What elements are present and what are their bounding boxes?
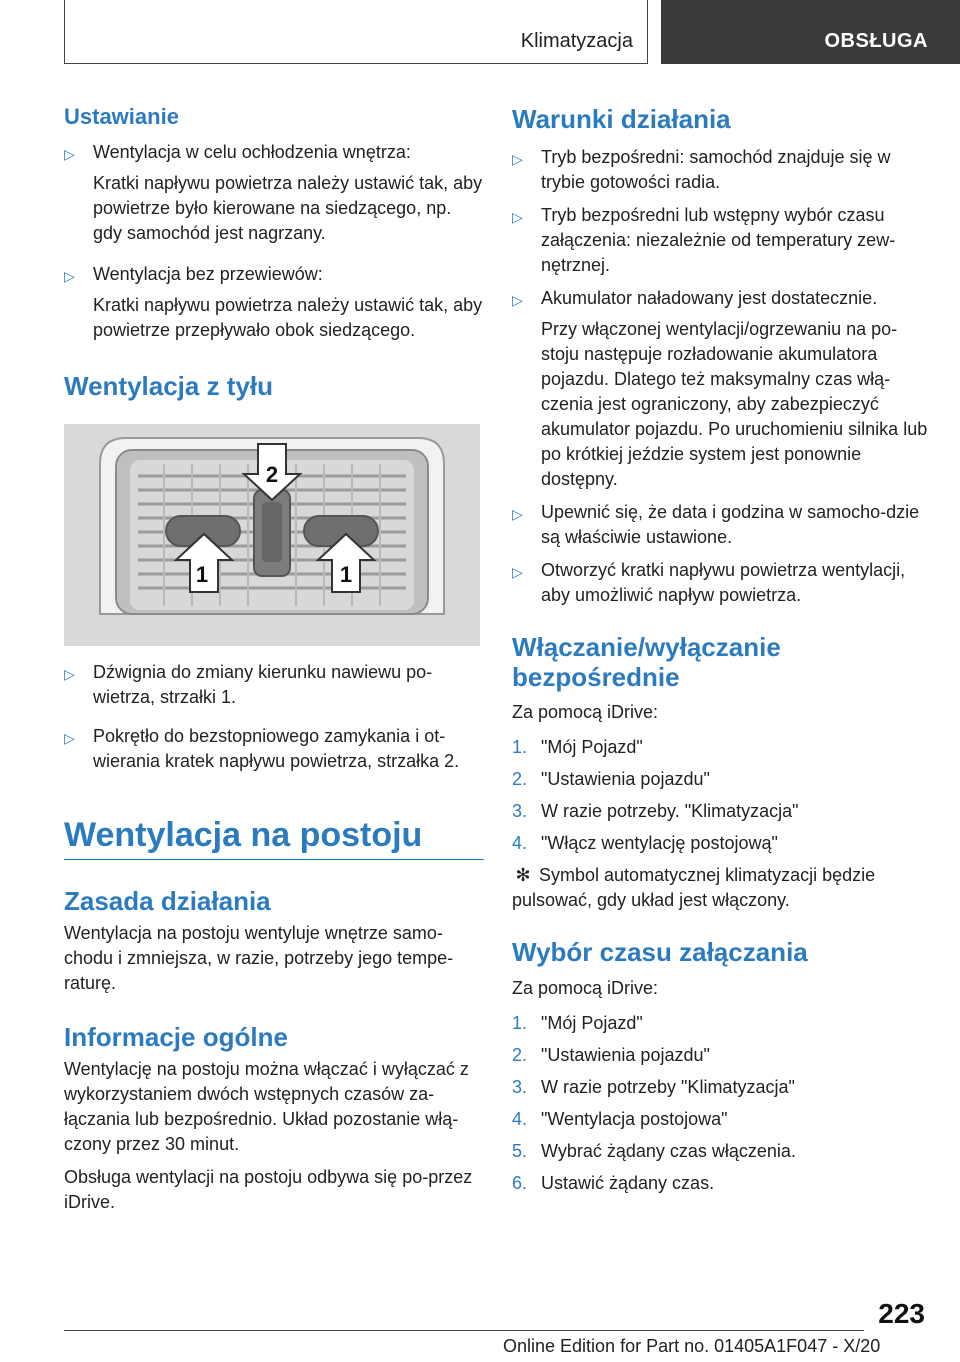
header-section-title: Klimatyzacja (520, 30, 633, 52)
heading-warunki-dzialania: Warunki działania (512, 104, 731, 134)
note-paragraph: ✻ Symbol automatycznej klimatyzacji będzie pulsować, gdy układ jest włączony. (512, 865, 876, 910)
triangle-bullet-icon: ▷ (512, 292, 523, 308)
paragraph: Obsługa wentylacji na postoju odbywa się po-przez iDrive. (64, 1167, 473, 1212)
list-item: 6. Ustawić żądany czas. (512, 1173, 715, 1193)
heading-wlaczanie-bezposrednie: Włączanie/wyłączanie bezpośrednie (512, 632, 781, 692)
list-item: ▷ Wentylacja w celu ochłodzenia wnętrza: (64, 140, 484, 165)
list-item: ▷ Akumulator naładowany jest dostatecznie. (512, 286, 932, 311)
arrow-label-2: 2 (265, 462, 279, 487)
list-item: 1. "Mój Pojazd" (512, 737, 643, 757)
list-item: 2. "Ustawienia pojazdu" (512, 769, 710, 789)
list-item: 4. "Włącz wentylację postojową" (512, 833, 778, 853)
triangle-bullet-icon: ▷ (512, 151, 523, 167)
triangle-bullet-icon: ▷ (64, 666, 75, 682)
right-column (512, 100, 932, 1203)
list-item-detail: Kratki napływu powietrza należy ustawić tak, aby powietrze było kierowane na siedzącego, np. gdy samochód jest nagrzany. (93, 173, 483, 243)
left-column (64, 100, 484, 1215)
list-item: ▷ Otworzyć kratki napływu powietrza wentylacji, aby umożliwić napływ powietrza. (512, 560, 906, 605)
triangle-bullet-icon: ▷ (64, 268, 75, 284)
heading-informacje-ogolne: Informacje ogólne (64, 1022, 288, 1052)
list-item: ▷ Dźwignia do zmiany kierunku nawiewu po-wietrza, strzałki 1. (64, 662, 433, 707)
triangle-bullet-icon: ▷ (64, 730, 75, 746)
triangle-bullet-icon: ▷ (64, 146, 75, 162)
paragraph: Za pomocą iDrive: (512, 978, 659, 998)
heading-ustawianie: Ustawianie (64, 104, 179, 129)
fan-icon: ✻ (515, 865, 531, 885)
steps-list-direct (512, 735, 932, 856)
rear-vent-illustration (64, 424, 480, 646)
paragraph: Wentylacja na postoju wentyluje wnętrze samo-chodu i zmniejsza, w razie, potrzeby jego tempe-raturę. (64, 923, 454, 993)
list-item: ▷ Tryb bezpośredni: samochód znajduje się w trybie gotowości radia. (512, 147, 891, 192)
list-item: 3. W razie potrzeby "Klimatyzacja" (512, 1077, 795, 1097)
rear-vent-figure (64, 424, 480, 646)
list-item: 4. "Wentylacja postojowa" (512, 1109, 728, 1129)
header-chapter-title: OBSŁUGA (824, 30, 928, 52)
list-item: 2. "Ustawienia pojazdu" (512, 1045, 710, 1065)
steps-list-timer (512, 1011, 932, 1196)
triangle-bullet-icon: ▷ (512, 506, 523, 522)
list-item: ▷ Wentylacja bez przewiewów: (64, 262, 484, 287)
arrow-label-1-right: 1 (339, 562, 353, 587)
heading-wentylacja-z-tylu: Wentylacja z tyłu (64, 371, 274, 401)
triangle-bullet-icon: ▷ (512, 209, 523, 225)
heading-zasada-dzialania: Zasada działania (64, 886, 271, 916)
list-item: ▷ Tryb bezpośredni lub wstępny wybór czasu załączenia: niezależnie od temperatury zew-nętrznej. (512, 205, 896, 275)
list-item: ▷ Pokrętło do bezstopniowego zamykania i ot-wierania kratek napływu powietrza, strzałka 2. (64, 726, 460, 771)
paragraph: Wentylację na postoju można włączać i wyłączać z wykorzystaniem dwóch wstępnych czasów za-łączania lub bezpośrednio. Układ pozostanie włą-czony przez 30 minut. (64, 1059, 469, 1154)
list-item: 5. Wybrać żądany czas włączenia. (512, 1141, 796, 1161)
footer-edition: Online Edition for Part no. 01405A1F047 - X/20 (503, 1336, 881, 1356)
header-section-box (64, 0, 648, 64)
arrow-label-1-left: 1 (195, 562, 209, 587)
list-item-detail: Przy włączonej wentylacji/ogrzewaniu na po-stoju następuje rozładowanie akumulatora pojazdu. Dlatego też maksymalny czas włą-czenia jest ograniczony, aby zabezpieczyć akumulator pojazdu. Po uruchomieniu silnika lub po krótkiej jeździe system jest ponownie dostępny. (541, 319, 928, 489)
page-number: 223 (878, 1298, 925, 1329)
list-item: ▷ Upewnić się, że data i godzina w samocho-dzie są właściwie ustawione. (512, 502, 920, 547)
footer-divider (64, 1330, 864, 1331)
list-item-detail: Kratki napływu powietrza należy ustawić tak, aby powietrze przepływało obok siedzącego. (93, 295, 483, 340)
header-chapter-box (661, 0, 960, 64)
triangle-bullet-icon: ▷ (512, 564, 523, 580)
heading-wentylacja-na-postoju: Wentylacja na postoju (64, 816, 484, 860)
paragraph: Za pomocą iDrive: (512, 702, 659, 722)
list-item: 3. W razie potrzeby. "Klimatyzacja" (512, 801, 799, 821)
list-item: 1. "Mój Pojazd" (512, 1013, 643, 1033)
heading-wybor-czasu: Wybór czasu załączania (512, 937, 808, 967)
